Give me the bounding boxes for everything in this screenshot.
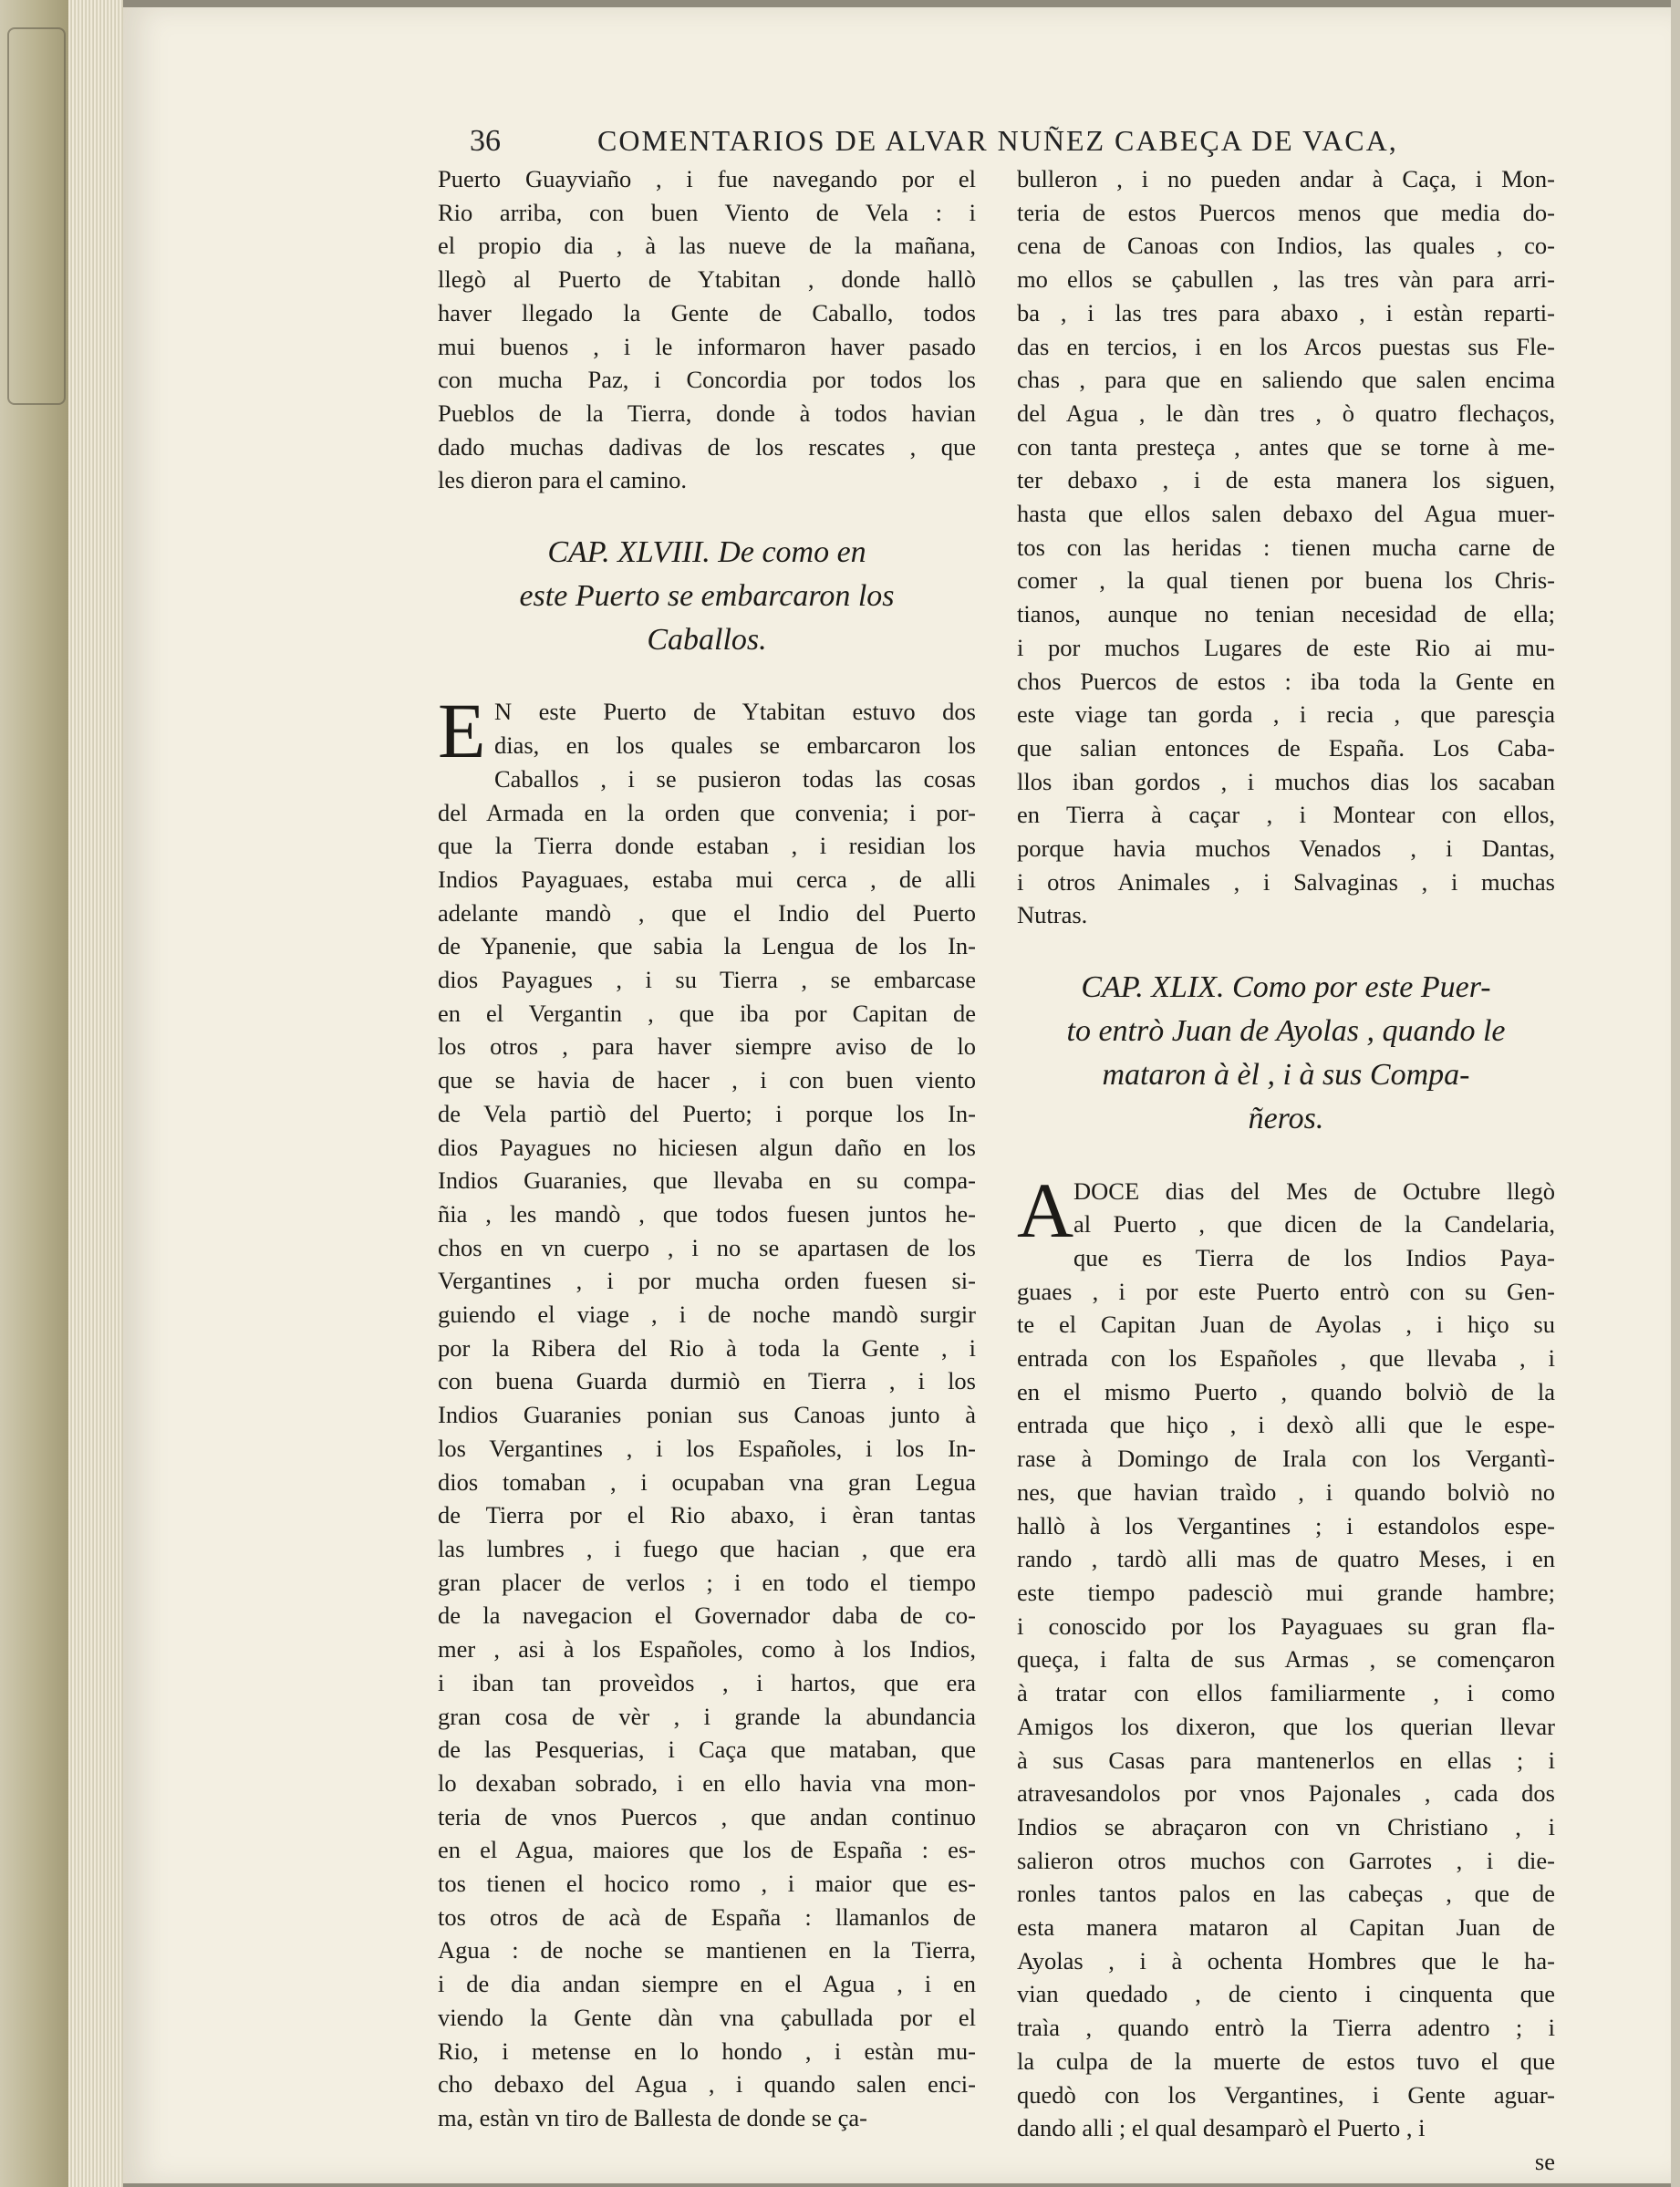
- text-line: entrada con los Españoles , que llevaba , i: [1017, 1344, 1555, 1373]
- text-line: dios Payagues , i su Tierra , se embarcase: [438, 966, 976, 994]
- text-line: i otros Animales , i Salvaginas , i muchas: [1017, 867, 1555, 896]
- text-line: Amigos los dixeron, que los querian llevar: [1017, 1712, 1555, 1740]
- text-line: Caballos , i se pusieron todas las cosas: [494, 764, 976, 793]
- text-line: chos en vn cuerpo , i no se apartasen de los: [438, 1233, 976, 1261]
- text-line: cena de Canoas con Indios, las quales , co-: [1017, 232, 1555, 260]
- text-line: vian quedado , de ciento i cinquenta que: [1017, 1980, 1555, 2008]
- text-line: con mucha Paz, i Concordia por todos los: [438, 366, 976, 394]
- chapter-title-line: CAP. XLIX. Como por este Puer-: [1081, 969, 1491, 1004]
- text-line: das en tercios, i en los Arcos puestas sus Fle-: [1017, 332, 1555, 360]
- text-line: porque havia muchos Venados , i Dantas,: [1017, 834, 1555, 863]
- right-body-text: [1017, 1166, 1555, 2145]
- page-number: 36: [470, 124, 501, 158]
- right-column: [1017, 162, 1555, 2175]
- chapter-title-line: ñeros.: [1248, 1101, 1324, 1135]
- text-line: i iban tan proveìdos , i hartos, que era: [438, 1668, 976, 1696]
- text-line: en el mismo Puerto , quando bolviò de la: [1017, 1377, 1555, 1405]
- chapter-title-line: to entrò Juan de Ayolas , quando le: [1066, 1013, 1506, 1048]
- text-line: la culpa de la muerte de estos tuvo el que: [1017, 2047, 1555, 2075]
- text-line: Puerto Guayviaño , i fue navegando por el: [438, 165, 976, 192]
- text-line: Indios se abraçaron con vn Christiano , i: [1017, 1812, 1555, 1840]
- text-line: mer , asi à los Españoles, como à los Indios,: [438, 1635, 976, 1664]
- text-line: les dieron para el camino.: [438, 466, 687, 494]
- page-right-edge: [1671, 0, 1680, 2187]
- text-line: bulleron , i no pueden andar à Caça, i Mon-: [1017, 165, 1555, 192]
- text-line: traìa , quando entrò la Tierra adentro ; i: [1017, 2014, 1555, 2042]
- text-line: este viage tan gorda , i recia , que paresçia: [1017, 700, 1555, 729]
- text-line: en Tierra à caçar , i Montear con ellos,: [1017, 801, 1555, 829]
- text-line: por la Ribera del Rio à toda la Gente , i: [438, 1333, 976, 1362]
- running-head: COMENTARIOS DE ALVAR NUÑEZ CABEÇA DE VACA,: [597, 124, 1398, 157]
- text-line: tos otros de acà de España : llamanlos de: [438, 1902, 976, 1931]
- page-edges: [68, 0, 123, 2187]
- text-line: al Puerto , que dicen de la Candelaria,: [1073, 1210, 1555, 1239]
- chapter-title-line: CAP. XLVIII. De como en: [547, 534, 866, 569]
- text-line: DOCE dias del Mes de Octubre llegò: [1073, 1176, 1555, 1205]
- text-line: dado muchas dadivas de los rescates , que: [438, 432, 976, 461]
- text-line: en el Agua, maiores que los de España : es-: [438, 1836, 976, 1864]
- text-line: guaes , i por este Puerto entrò con su Gen-: [1017, 1277, 1555, 1305]
- text-line: de Ypanenie, que sabia la Lengua de los In-: [438, 932, 976, 960]
- text-line: ñia , les mandò , que todos fuesen juntos he-: [438, 1199, 976, 1228]
- drop-cap: A: [1017, 1166, 1074, 1254]
- text-line: Indios Guaranies, que llevaba en su compa-: [438, 1166, 976, 1195]
- text-line: que se havia de hacer , i con buen viento: [438, 1066, 976, 1094]
- text-line: hallò à los Vergantines ; i estandolos espe-: [1017, 1511, 1555, 1539]
- text-line: teria de vnos Puercos , que andan continuo: [438, 1802, 976, 1830]
- text-line: gran placer de verlos ; i en todo el tiempo: [438, 1568, 976, 1596]
- text-line: las lumbres , i fuego que hacian , que era: [438, 1534, 976, 1562]
- text-line: te el Capitan Juan de Ayolas , i hiço su: [1017, 1311, 1555, 1339]
- text-line: de Vela partiò del Puerto; i porque los In-: [438, 1099, 976, 1127]
- text-line: que la Tierra donde estaban , i residian los: [438, 832, 976, 860]
- text-line: con buena Guarda durmiò en Tierra , i los: [438, 1367, 976, 1395]
- text-line: del Armada en la orden que convenia; i por-: [438, 798, 976, 826]
- text-line: mo ellos se çabullen , las tres vàn para arri-: [1017, 265, 1555, 294]
- text-line: i conoscido por los Payaguaes su gran fla-: [1017, 1612, 1555, 1640]
- text-line: chas , para que en saliendo que salen encima: [1017, 366, 1555, 394]
- text-line: ba , i las tres para abaxo , i estàn reparti-: [1017, 298, 1555, 326]
- text-line: ma, estàn vn tiro de Ballesta de donde se ça-: [438, 2103, 867, 2131]
- chapter-title-line: Caballos.: [647, 622, 767, 657]
- text-line: rase à Domingo de Irala con los Vergantì-: [1017, 1445, 1555, 1473]
- drop-cap: E: [438, 687, 486, 775]
- text-line: dando alli ; el qual desamparò el Puerto , i: [1017, 2114, 1426, 2142]
- text-line: Nutras.: [1017, 901, 1088, 929]
- left-top-text: [438, 162, 976, 497]
- text-line: à tratar con ellos familiarmente , i como: [1017, 1679, 1555, 1707]
- text-line: gran cosa de vèr , i grande la abundancia: [438, 1702, 976, 1730]
- text-line: de Tierra por el Rio abaxo, i èran tantas: [438, 1501, 976, 1529]
- text-line: nes, que havian traìdo , i quando bolviò no: [1017, 1477, 1555, 1506]
- text-line: teria de estos Puercos menos que media do-: [1017, 198, 1555, 226]
- text-line: N este Puerto de Ytabitan estuvo dos: [494, 698, 976, 726]
- page-header: [470, 117, 1398, 162]
- text-line: Ayolas , i à ochenta Hombres que le ha-: [1017, 1946, 1555, 1975]
- text-line: Agua : de noche se mantienen en la Tierra,: [438, 1936, 976, 1964]
- catchword: se: [1534, 2147, 1555, 2175]
- text-line: chos Puercos de estos : iba toda la Gente en: [1017, 667, 1555, 695]
- text-line: Indios Payaguaes, estaba mui cerca , de alli: [438, 865, 976, 893]
- text-line: llos iban gordos , i muchos dias los sacaban: [1017, 767, 1555, 795]
- left-column: [438, 162, 976, 2131]
- text-line: el propio dia , à las nueve de la mañana,: [438, 232, 976, 260]
- text-line: cho debaxo del Agua , i quando salen enci-: [438, 2070, 976, 2099]
- text-line: entrada que hiço , i dexò alli que le espe-: [1017, 1411, 1555, 1439]
- text-line: dias, en los quales se embarcaron los: [494, 731, 976, 760]
- text-line: guiendo el viage , i de noche mandò surgir: [438, 1301, 976, 1329]
- text-line: que salian entonces de España. Los Caba-: [1017, 733, 1555, 762]
- text-line: lo dexaban sobrado, i en ello havia vna mon-: [438, 1768, 976, 1797]
- text-line: llegò al Puerto de Ytabitan , donde hallò: [438, 265, 976, 294]
- text-line: con tanta presteça , antes que se torne à me-: [1017, 432, 1555, 461]
- text-line: quedò con los Vergantines, i Gente aguar-: [1017, 2080, 1555, 2109]
- text-line: rando , tardò alli mas de quatro Meses, i en: [1017, 1545, 1555, 1573]
- chapter-xlix-title: [1017, 966, 1555, 1141]
- chapter-xlviii-title: [438, 531, 976, 662]
- text-line: que es Tierra de los Indios Paya-: [1073, 1243, 1555, 1271]
- text-line: Vergantines , i por mucha orden fuesen si-: [438, 1267, 976, 1295]
- text-line: los otros , para haver siempre aviso de lo: [438, 1032, 976, 1061]
- text-line: à sus Casas para mantenerlos en ellas ; i: [1017, 1746, 1555, 1774]
- left-body-text: [438, 687, 976, 2134]
- text-line: tos tienen el hocico romo , i maior que es-: [438, 1870, 976, 1898]
- text-line: tianos, aunque no tenian necesidad de ella;: [1017, 600, 1555, 628]
- text-line: de la navegacion el Governador daba de co-: [438, 1601, 976, 1630]
- text-line: dios Payagues no hiciesen algun daño en los: [438, 1133, 976, 1161]
- chapter-title-line: este Puerto se embarcaron los: [519, 578, 895, 613]
- text-line: Rio, i metense en lo hondo , i estàn mu-: [438, 2037, 976, 2065]
- text-line: del Agua , le dàn tres , ò quatro flechaços,: [1017, 399, 1555, 427]
- book-binding: [0, 0, 69, 2187]
- text-line: viendo la Gente dàn vna çabullada por el: [438, 2003, 976, 2031]
- text-line: queça, i falta de sus Armas , se començaron: [1017, 1645, 1555, 1674]
- text-line: haver llegado la Gente de Caballo, todos: [438, 298, 976, 326]
- text-line: ronles tantos palos en las cabeças , que de: [1017, 1880, 1555, 1908]
- text-line: adelante mandò , que el Indio del Puerto: [438, 898, 976, 927]
- text-line: i de dia andan siempre en el Agua , i en: [438, 1970, 976, 1998]
- binding-ornament: [7, 27, 66, 405]
- right-top-text: [1017, 162, 1555, 932]
- text-line: Rio arriba, con buen Viento de Vela : i: [438, 198, 976, 226]
- text-line: hasta que ellos salen debaxo del Agua muer-: [1017, 500, 1555, 528]
- text-line: este tiempo padesciò mui grande hambre;: [1017, 1578, 1555, 1606]
- text-line: en el Vergantin , que iba por Capitan de: [438, 999, 976, 1027]
- text-line: i por muchos Lugares de este Rio ai mu-: [1017, 633, 1555, 661]
- text-line: de las Pesquerias, i Caça que mataban, que: [438, 1736, 976, 1764]
- text-line: ter debaxo , i de esta manera los siguen,: [1017, 466, 1555, 494]
- text-line: atravesandolos por vnos Pajonales , cada dos: [1017, 1779, 1555, 1808]
- text-line: mui buenos , i le informaron haver pasado: [438, 332, 976, 360]
- text-line: los Vergantines , i los Españoles, i los In-: [438, 1434, 976, 1462]
- chapter-title-line: mataron à èl , i à sus Compa-: [1102, 1057, 1470, 1092]
- text-line: comer , la qual tienen por buena los Chris-: [1017, 566, 1555, 595]
- text-line: tos con las heridas : tienen mucha carne de: [1017, 533, 1555, 561]
- text-line: Indios Guaranies ponian sus Canoas junto à: [438, 1401, 976, 1429]
- text-line: esta manera mataron al Capitan Juan de: [1017, 1913, 1555, 1942]
- text-line: salieron otros muchos con Garrotes , i die-: [1017, 1846, 1555, 1874]
- text-line: Pueblos de la Tierra, donde à todos havian: [438, 399, 976, 427]
- text-line: dios tomaban , i ocupaban vna gran Legua: [438, 1467, 976, 1496]
